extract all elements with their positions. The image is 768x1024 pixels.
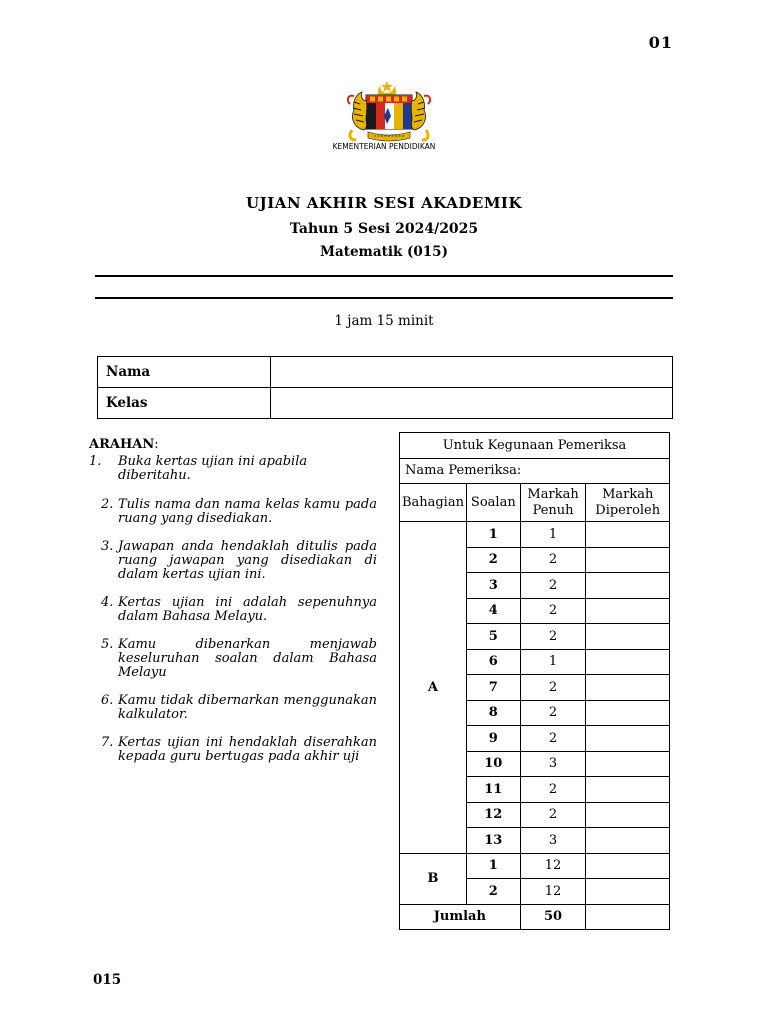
subject-title: Matematik (015)	[320, 244, 448, 260]
exam-duration: 1 jam 15 minit	[334, 313, 434, 329]
marks-obtained-field[interactable]	[586, 879, 670, 905]
full-marks: 2	[520, 573, 586, 599]
instruction-item: 7. Kertas ujian ini hendaklah diserahkan kepada guru bertugas pada akhir uji	[101, 735, 377, 764]
instruction-item: 4. Kertas ujian ini adalah sepenuhnya dalam Bahasa Melayu.	[101, 595, 377, 624]
class-field[interactable]	[271, 388, 673, 419]
column-header-section: Bahagian	[400, 484, 467, 522]
marks-obtained-field[interactable]	[586, 802, 670, 828]
instructions	[89, 437, 377, 778]
examiner-marking-table	[399, 432, 670, 930]
total-full-marks: 50	[520, 904, 586, 930]
name-row	[98, 357, 673, 388]
class-row	[98, 388, 673, 419]
exam-title: UJIAN AKHIR SESI AKADEMIK	[246, 194, 522, 212]
question-number: 3	[466, 573, 520, 599]
total-marks-obtained-field[interactable]	[586, 904, 670, 930]
full-marks: 2	[520, 547, 586, 573]
full-marks: 2	[520, 726, 586, 752]
divider-line-1	[95, 275, 673, 277]
marks-obtained-field[interactable]	[586, 751, 670, 777]
total-row	[400, 904, 670, 930]
question-number: 11	[466, 777, 520, 803]
question-number: 10	[466, 751, 520, 777]
table-row	[400, 522, 670, 548]
instruction-item: 6. Kamu tidak dibernarkan menggunakan kalkulator.	[101, 693, 377, 722]
question-number: 7	[466, 675, 520, 701]
marks-obtained-field[interactable]	[586, 624, 670, 650]
instruction-item: 3. Jawapan anda hendaklah ditulis pada ruang jawapan yang disediakan di dalam kertas ujian ini.	[101, 539, 377, 582]
paper-code: 015	[93, 972, 122, 988]
full-marks: 3	[520, 828, 586, 854]
column-header-full-marks: Markah Penuh	[520, 484, 586, 522]
marks-obtained-field[interactable]	[586, 649, 670, 675]
name-field[interactable]	[271, 357, 673, 388]
marks-obtained-field[interactable]	[586, 573, 670, 599]
class-label: Kelas	[98, 388, 271, 419]
marking-table-title: Untuk Kegunaan Pemeriksa	[400, 433, 670, 459]
full-marks: 2	[520, 777, 586, 803]
full-marks: 1	[520, 522, 586, 548]
ministry-name: KEMENTERIAN PENDIDIKAN	[332, 142, 436, 151]
total-label: Jumlah	[400, 904, 521, 930]
marks-obtained-field[interactable]	[586, 777, 670, 803]
question-number: 8	[466, 700, 520, 726]
full-marks: 2	[520, 802, 586, 828]
full-marks: 12	[520, 879, 586, 905]
table-row	[400, 853, 670, 879]
question-number: 12	[466, 802, 520, 828]
column-header-question: Soalan	[466, 484, 520, 522]
question-number: 2	[466, 547, 520, 573]
instruction-item: 5. Kamu dibenarkan menjawab keseluruhan soalan dalam Bahasa Melayu	[101, 637, 377, 680]
marks-obtained-field[interactable]	[586, 828, 670, 854]
marks-obtained-field[interactable]	[586, 522, 670, 548]
question-number: 9	[466, 726, 520, 752]
full-marks: 1	[520, 649, 586, 675]
marks-obtained-field[interactable]	[586, 726, 670, 752]
marks-obtained-field[interactable]	[586, 700, 670, 726]
page-number: 01	[648, 33, 673, 52]
instructions-heading: ARAHAN:	[89, 437, 159, 452]
instruction-item: 2. Tulis nama dan nama kelas kamu pada ruang yang disediakan.	[101, 497, 377, 526]
name-label: Nama	[98, 357, 271, 388]
marks-obtained-field[interactable]	[586, 853, 670, 879]
question-number: 4	[466, 598, 520, 624]
question-number: 6	[466, 649, 520, 675]
column-header-marks-obtained: Markah Diperoleh	[586, 484, 670, 522]
marks-obtained-field[interactable]	[586, 675, 670, 701]
question-number: 1	[466, 522, 520, 548]
instruction-list	[89, 455, 377, 764]
marks-obtained-field[interactable]	[586, 547, 670, 573]
section-b-label: B	[400, 853, 467, 904]
full-marks: 3	[520, 751, 586, 777]
full-marks: 2	[520, 624, 586, 650]
examiner-name-field[interactable]: Nama Pemeriksa:	[400, 458, 670, 484]
full-marks: 12	[520, 853, 586, 879]
question-number: 2	[466, 879, 520, 905]
full-marks: 2	[520, 700, 586, 726]
question-number: 13	[466, 828, 520, 854]
year-session: Tahun 5 Sesi 2024/2025	[289, 221, 479, 237]
question-number: 1	[466, 853, 520, 879]
student-info-table	[97, 356, 673, 419]
question-number: 5	[466, 624, 520, 650]
instruction-item: 1. Buka kertas ujian ini apabila diberitahu.	[89, 454, 308, 483]
marks-obtained-field[interactable]	[586, 598, 670, 624]
full-marks: 2	[520, 675, 586, 701]
section-a-label: A	[400, 522, 467, 854]
divider-line-2	[95, 297, 673, 299]
full-marks: 2	[520, 598, 586, 624]
